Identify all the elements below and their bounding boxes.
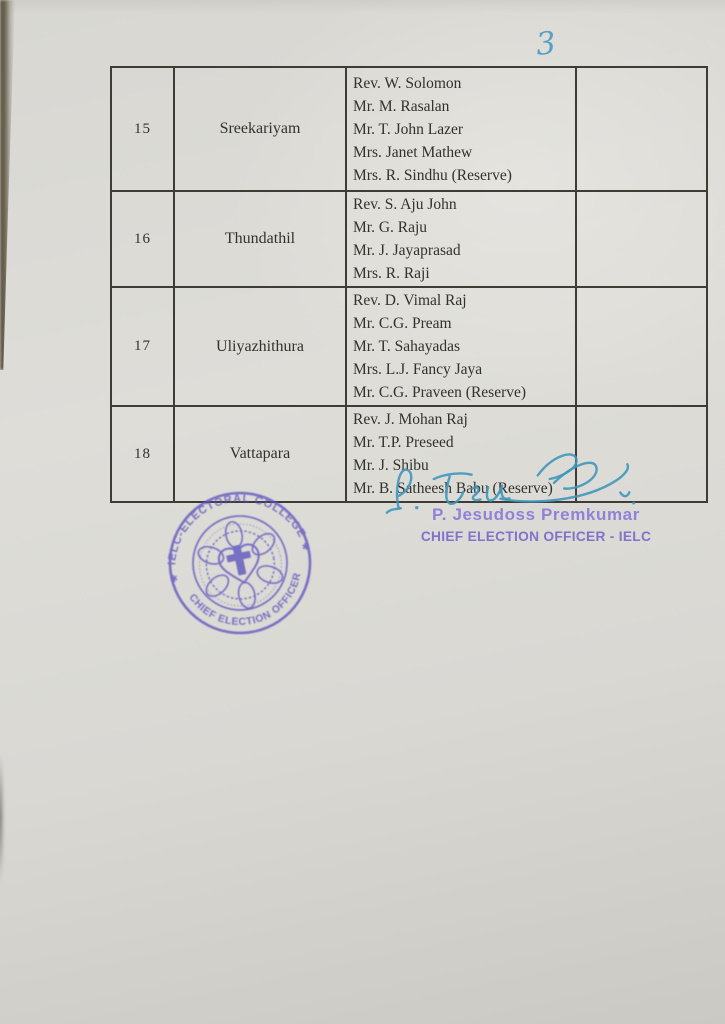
member-name: Rev. D. Vimal Raj [353,292,467,309]
members-cell [346,67,576,191]
empty-signature-cell [576,287,707,406]
seal-star-right-icon: ✱ [300,541,312,554]
member-name: Rev. S. Aju John [353,196,457,213]
member-name: Mr. J. Shibu [353,457,429,474]
seal-bottom-text: CHIEF ELECTION OFFICER [186,571,304,629]
luther-rose-emblem-icon [190,513,291,617]
serial-number-cell: 17 [111,287,174,406]
officer-name-stamp: P. Jesudoss Premkumar [432,505,640,524]
roster-row [111,67,707,191]
member-name: Mrs. L.J. Fancy Jaya [353,361,483,378]
member-name: Rev. W. Solomon [353,74,462,92]
empty-signature-cell [576,67,707,191]
member-name: Mrs. Janet Mathew [353,143,473,161]
member-name: Mr. B. Satheesh Babu (Reserve) [353,480,553,497]
seal-top-text: IELC-ELECTORAL COLLEGE [166,492,309,566]
empty-signature-cell [576,191,707,287]
page-number: 3 [534,25,558,63]
station-name-cell: Sreekariyam [174,67,346,191]
member-name: Mr. T. Sahayadas [353,338,461,355]
roster-body [111,67,707,502]
serial-number-cell: 18 [111,406,174,502]
station-name-cell: Uliyazhithura [174,287,346,406]
member-name: Rev. J. Mohan Raj [353,411,468,428]
scan-crease-mark [0,752,4,884]
member-name: Mr. T. John Lazer [353,120,464,138]
member-name: Mr. M. Rasalan [353,97,450,115]
roster-row [111,191,707,287]
members-cell [346,287,576,406]
member-name: Mr. C.G. Pream [353,315,452,332]
member-name: Mr. G. Raju [353,219,428,236]
member-name: Mrs. R. Raji [353,265,430,282]
member-name: Mrs. R. Sindhu (Reserve) [353,166,512,184]
scan-edge-shadow [0,0,15,370]
member-name: Mr. T.P. Preseed [353,434,454,451]
serial-number-cell: 15 [111,67,174,191]
station-name-cell: Thundathil [174,191,346,287]
polling-roster-table [110,66,708,503]
members-cell [346,191,576,287]
member-name: Mr. J. Jayaprasad [353,242,461,259]
station-name-cell: Vattapara [174,406,346,502]
ielc-electoral-college-seal [151,474,329,652]
officer-title-stamp: CHIEF ELECTION OFFICER - IELC [420,528,652,544]
member-name: Mr. C.G. Praveen (Reserve) [353,384,527,401]
serial-number-cell: 16 [111,191,174,287]
roster-row [111,287,707,406]
seal-star-left-icon: ✱ [168,573,180,586]
